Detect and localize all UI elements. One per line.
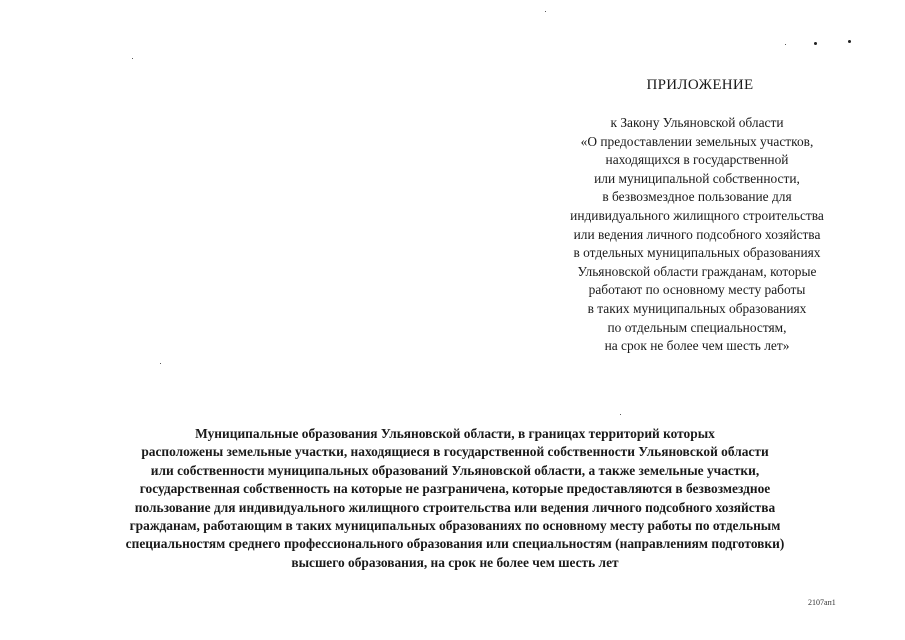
appendix-line: или муниципальной собственности,	[594, 170, 800, 186]
heading-line: расположены земельные участки, находящиеся в государственной собственности Ульяновской области	[141, 444, 769, 460]
heading-line: пользование для индивидуального жилищного строительства или ведения личного подсобного хозяйства	[134, 499, 776, 515]
heading-line: специальностям среднего профессионального образования или специальностям (направлениям подготовки)	[125, 536, 785, 552]
scan-speck	[545, 11, 546, 12]
appendix-line: Ульяновской области гражданам, которые	[577, 263, 817, 279]
appendix-reference	[530, 114, 864, 356]
appendix-title: ПРИЛОЖЕНИЕ	[646, 77, 754, 93]
appendix-line: в таких муниципальных образованиях	[587, 300, 807, 316]
appendix-line: или ведения личного подсобного хозяйства	[573, 226, 821, 242]
document-code: 2107ап1	[808, 598, 836, 607]
heading-line: государственная собственность на которые не разграничена, которые предоставляются в безвозмездное	[139, 481, 771, 497]
appendix-line: в отдельных муниципальных образованиях	[573, 245, 821, 261]
scan-speck	[848, 40, 851, 43]
scan-speck	[785, 44, 786, 45]
appendix-line: на срок не более чем шесть лет»	[604, 338, 790, 354]
appendix-line: в безвозмездное пользование для	[602, 189, 792, 205]
appendix-line: индивидуального жилищного строительства	[570, 207, 824, 223]
appendix-line: по отдельным специальностям,	[607, 319, 787, 335]
scan-speck	[132, 58, 133, 59]
appendix-line: к Закону Ульяновской области	[610, 115, 784, 130]
heading-line: или собственности муниципальных образований Ульяновской области, а также земельные участки,	[150, 462, 760, 478]
heading-line: Муниципальные образования Ульяновской области, в границах территорий которых	[195, 426, 715, 441]
scan-speck	[620, 414, 621, 415]
scan-speck	[814, 42, 817, 45]
appendix-line: находящихся в государственной	[605, 152, 789, 168]
appendix-line: «О предоставлении земельных участков,	[580, 133, 814, 149]
document-heading	[60, 425, 850, 572]
heading-line: гражданам, работающим в таких муниципальных образованиях по основному месту работы по отдельным	[129, 518, 781, 534]
scan-speck	[160, 363, 161, 364]
heading-line: высшего образования, на срок не более чем шесть лет	[291, 554, 619, 570]
appendix-line: работают по основному месту работы	[588, 282, 806, 298]
